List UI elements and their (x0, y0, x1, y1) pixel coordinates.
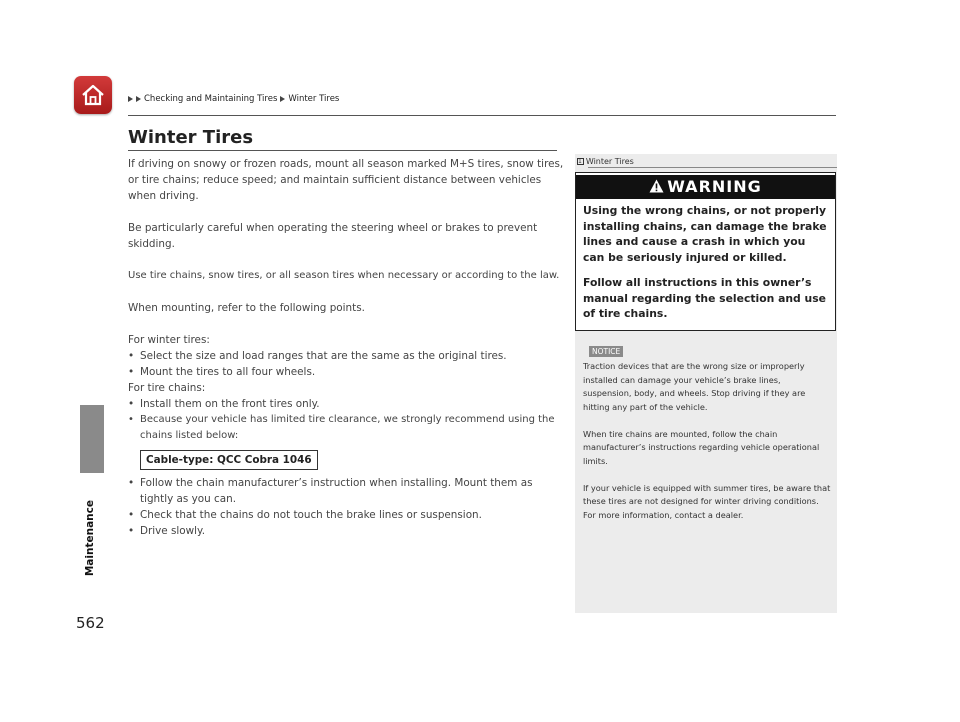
list-item: • Drive slowly. (128, 525, 206, 537)
home-button[interactable] (74, 76, 112, 114)
paragraph-mounting: When mounting, refer to the following points. (128, 302, 365, 314)
breadcrumb-arrow-icon (128, 96, 133, 102)
warning-paragraph: Follow all instructions in this owner’s manual regarding the selection and use of tire chains. (583, 276, 826, 320)
list-item: • Check that the chains do not touch the brake lines or suspension. (128, 509, 482, 521)
breadcrumb-arrow-icon (136, 96, 141, 102)
warning-paragraph: Using the wrong chains, or not properly installing chains, can damage the brake lines and cause a crash in which you can be seriously injured or killed. (583, 204, 827, 264)
page-title: Winter Tires (128, 127, 254, 148)
breadcrumb-arrow-icon (280, 96, 285, 102)
home-icon (80, 82, 106, 108)
paragraph-caution: Be particularly careful when operating the steering wheel or brakes to prevent skidding. (128, 222, 538, 250)
sidebar-heading[interactable]: 1 Winter Tires (578, 157, 634, 166)
list-item: • Mount the tires to all four wheels. (128, 366, 316, 378)
breadcrumb-level2[interactable]: Winter Tires (288, 94, 340, 104)
notice-paragraph: When tire chains are mounted, follow the chain manufacturer’s instructions regarding vehicle operational limits. (583, 428, 820, 466)
section-tab-label: Maintenance (84, 500, 96, 577)
notice-text (583, 360, 831, 536)
page-number: 562 (76, 614, 105, 632)
paragraph-intro: If driving on snowy or frozen roads, mount all season marked M+S tires, snow tires, or tire chains; reduce speed; and maintain sufficient distance between vehicles when driving. (128, 158, 564, 202)
warning-label: WARNING (667, 177, 762, 196)
winter-tires-list (128, 348, 568, 380)
warning-triangle-icon (649, 179, 664, 193)
paragraph-law: Use tire chains, snow tires, or all season tires when necessary or according to the law. (128, 270, 560, 281)
warning-banner (576, 175, 835, 199)
list-item: • Follow the chain manufacturer’s instruction when installing. Mount them as tightly as you can. (128, 477, 533, 505)
breadcrumb-level1[interactable]: Checking and Maintaining Tires (144, 94, 278, 104)
sidebar-rule (588, 167, 837, 168)
winter-tires-heading: For winter tires: (128, 334, 210, 346)
list-item: • Because your vehicle has limited tire clearance, we strongly recommend using the chains listed below: (128, 414, 555, 441)
list-item: • Install them on the front tires only. (128, 398, 320, 410)
title-rule (128, 150, 557, 151)
tire-chains-list (128, 396, 568, 444)
notice-paragraph: If your vehicle is equipped with summer tires, be aware that these tires are not designed for winter driving conditions. For more information, contact a dealer. (583, 482, 831, 520)
breadcrumb (128, 94, 339, 104)
notice-badge: NOTICE (589, 346, 623, 357)
warning-text (583, 203, 828, 332)
main-content (128, 156, 568, 539)
header-rule (128, 115, 836, 116)
tire-chains-heading: For tire chains: (128, 382, 206, 394)
section-tab[interactable] (80, 405, 104, 473)
cable-type-label: Cable-type: QCC Cobra 1046 (140, 450, 318, 470)
list-item: • Select the size and load ranges that are the same as the original tires. (128, 350, 507, 362)
tire-chains-list-continued (128, 475, 568, 539)
notice-paragraph: Traction devices that are the wrong size or improperly installed can damage your vehicle’s brake lines, suspension, body, and wheels. Stop driving if they are hitting any part of the vehicle. (583, 361, 806, 412)
